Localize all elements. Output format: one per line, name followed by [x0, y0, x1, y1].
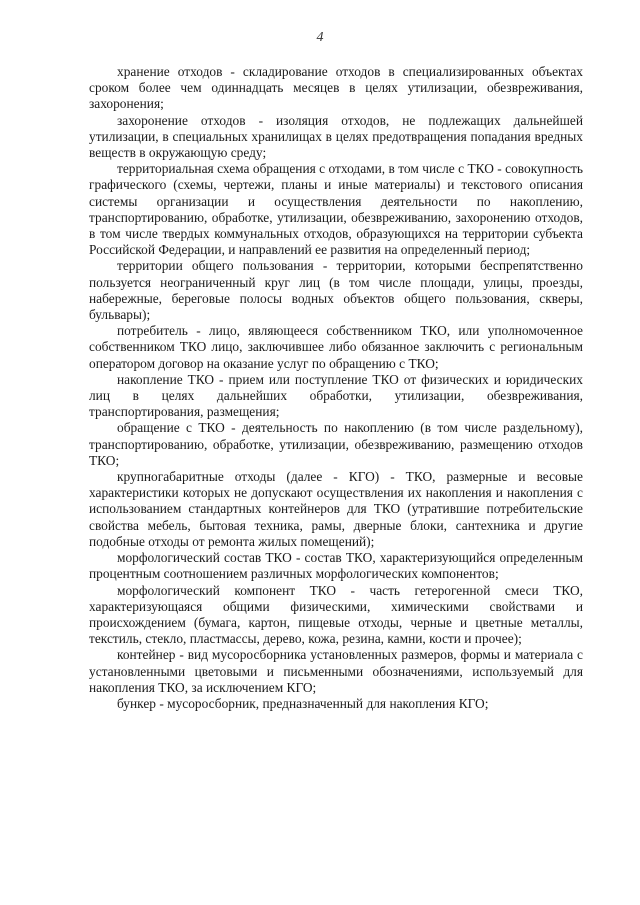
definition-paragraph: территории общего пользования - территории, которыми беспрепятственно пользуется неограниченный круг лиц (в том числе площади, улицы, проезды, набережные, береговые полосы водных объектов общего пользования, скверы, бульвары);	[89, 258, 583, 323]
definition-paragraph: крупногабаритные отходы (далее - КГО) - ТКО, размерные и весовые характеристики которых не допускают осуществления их накопления и накопления с использованием стандартных контейнеров для ТКО (утратившие потребительские свойства мебель, бытовая техника, рамы, дверные блоки, сантехника и другие подобные отходы от ремонта жилых помещений);	[89, 469, 583, 549]
page-number: 4	[316, 30, 324, 45]
definition-paragraph: морфологический компонент ТКО - часть гетерогенной смеси ТКО, характеризующаяся общими физическими, химическими свойствами и происхождением (бумага, картон, пищевые отходы, черные и цветные металлы, текстиль, стекло, пластмассы, дерево, кожа, резина, камни, кости и прочее);	[89, 582, 583, 647]
definition-paragraph: потребитель - лицо, являющееся собственником ТКО, или уполномоченное собственником ТКО лицо, заключившее либо обязанное заключить с региональным оператором договор на оказание услуг по обращению с ТКО;	[89, 323, 583, 371]
definition-paragraph: хранение отходов - складирование отходов в специализированных объектах сроком более чем одиннадцать месяцев в целях утилизации, обезвреживания, захоронения;	[89, 64, 583, 112]
definition-paragraph: накопление ТКО - прием или поступление ТКО от физических и юридических лиц в целях дальнейших обработки, утилизации, обезвреживания, транспортирования, размещения;	[89, 371, 583, 420]
definition-paragraph: бункер - мусоросборник, предназначенный для накопления КГО;	[117, 695, 489, 711]
definition-paragraph: контейнер - вид мусоросборника установленных размеров, формы и материала с установленными цветовыми и письменными обозначениями, используемый для накопления ТКО, за исключением КГО;	[89, 647, 583, 695]
document-body	[89, 64, 583, 712]
definition-paragraph: территориальная схема обращения с отходами, в том числе с ТКО - совокупность графического (схемы, чертежи, планы и иные материалы) и текстового описания системы организации и осуществления деятельности по накоплению, транспортированию, обработке, утилизации, обезвреживанию, захоронению отходов, в том числе твердых коммунальных отходов, образующихся на территории субъекта Российской Федерации, и направлений ее развития на определенный период;	[89, 161, 583, 258]
definition-paragraph: обращение с ТКО - деятельность по накоплению (в том числе раздельному), транспортированию, обработке, утилизации, обезвреживанию, размещению отходов ТКО;	[89, 420, 583, 468]
definition-paragraph: захоронение отходов - изоляция отходов, не подлежащих дальнейшей утилизации, в специальных хранилищах в целях предотвращения попадания вредных веществ в окружающую среду;	[89, 112, 583, 161]
definition-paragraph: морфологический состав ТКО - состав ТКО, характеризующийся определенным процентным соотношением различных морфологических компонентов;	[89, 550, 583, 582]
